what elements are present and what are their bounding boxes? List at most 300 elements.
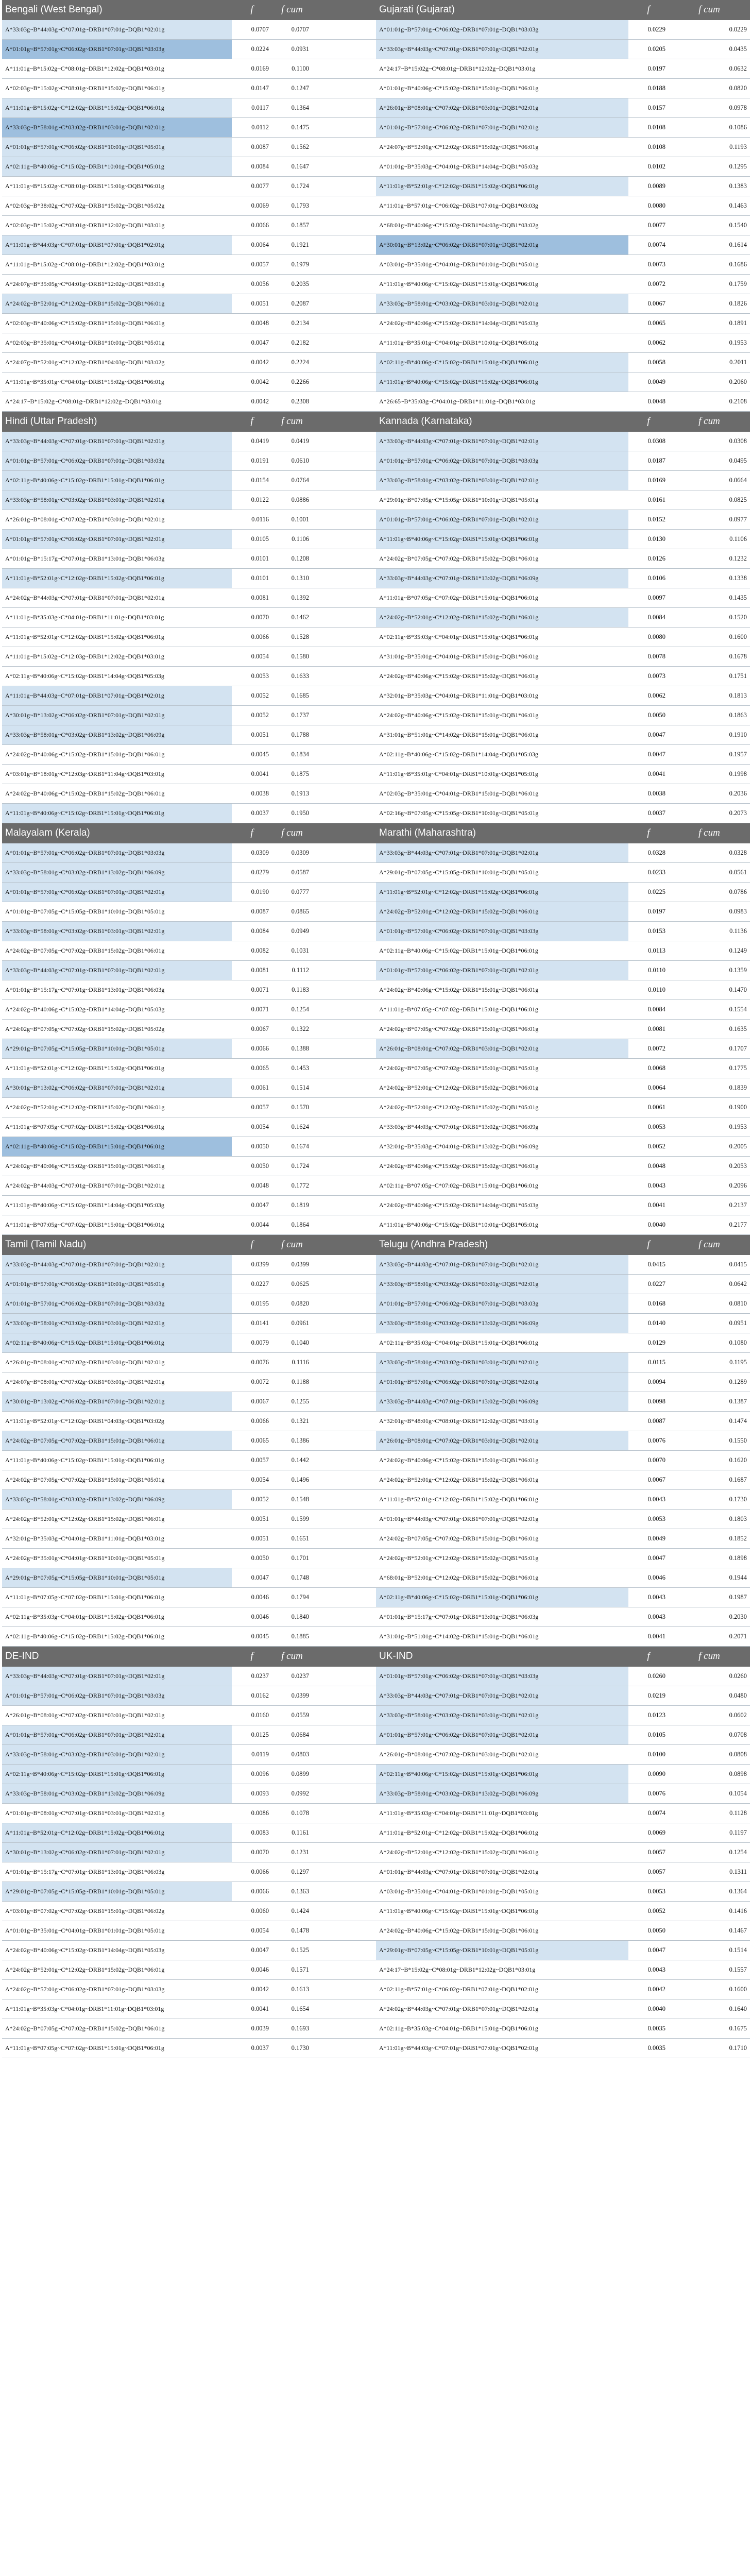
frequency-cell: 0.0399 bbox=[232, 1255, 272, 1275]
column-gap bbox=[312, 1000, 376, 1020]
frequency-cell: 0.0079 bbox=[232, 1333, 272, 1353]
population-title: UK-IND bbox=[376, 1647, 628, 1667]
column-gap bbox=[312, 1451, 376, 1470]
frequency-cell: 0.0195 bbox=[232, 1294, 272, 1314]
frequency-cell: 0.0130 bbox=[628, 530, 669, 549]
cumulative-frequency-cell: 0.0561 bbox=[669, 863, 750, 883]
table-row bbox=[2, 1941, 750, 1960]
cumulative-frequency-cell: 0.1921 bbox=[272, 235, 312, 255]
frequency-cell: 0.0081 bbox=[232, 588, 272, 608]
haplotype-cell: A*33:03g~B*58:01g~C*03:02g~DRB1*13:02g~DQB1*06:09g bbox=[376, 1784, 628, 1804]
column-gap bbox=[312, 628, 376, 647]
frequency-cell: 0.0328 bbox=[628, 843, 669, 863]
frequency-cell: 0.0190 bbox=[232, 883, 272, 902]
haplotype-cell: A*02:11g~B*40:06g~C*15:02g~DRB1*15:01g~DQB1*06:01g bbox=[2, 471, 232, 490]
column-gap bbox=[312, 1039, 376, 1059]
cumulative-frequency-cell: 0.1675 bbox=[669, 2019, 750, 2039]
frequency-cell: 0.0123 bbox=[628, 1706, 669, 1725]
table-row bbox=[2, 863, 750, 883]
cumulative-frequency-cell: 0.1054 bbox=[669, 1784, 750, 1804]
cumulative-frequency-cell: 0.0610 bbox=[272, 451, 312, 471]
haplotype-cell: A*24:02g~B*40:06g~C*15:02g~DRB1*15:01g~DQB1*06:01g bbox=[376, 980, 628, 1000]
haplotype-cell: A*33:03g~B*44:03g~C*07:01g~DRB1*07:01g~DQB1*02:01g bbox=[376, 432, 628, 451]
frequency-cell: 0.0113 bbox=[628, 941, 669, 961]
cumulative-frequency-cell: 0.1730 bbox=[272, 2039, 312, 2058]
table-row bbox=[2, 1725, 750, 1745]
frequency-cell: 0.0227 bbox=[232, 1275, 272, 1294]
table-row bbox=[2, 1137, 750, 1157]
haplotype-cell: A*26:01g~B*08:01g~C*07:02g~DRB1*03:01g~DQB1*02:01g bbox=[376, 1039, 628, 1059]
cumulative-frequency-cell: 0.2071 bbox=[669, 1627, 750, 1647]
frequency-cell: 0.0140 bbox=[628, 1314, 669, 1333]
table-row bbox=[2, 392, 750, 412]
table-row bbox=[2, 961, 750, 980]
cumulative-frequency-cell: 0.1470 bbox=[669, 980, 750, 1000]
column-gap bbox=[312, 588, 376, 608]
cumulative-frequency-cell: 0.0309 bbox=[272, 843, 312, 863]
frequency-cell: 0.0041 bbox=[232, 765, 272, 784]
frequency-cell: 0.0066 bbox=[232, 1862, 272, 1882]
frequency-cell: 0.0108 bbox=[628, 138, 669, 157]
table-row bbox=[2, 1823, 750, 1843]
cumulative-frequency-cell: 0.0419 bbox=[272, 432, 312, 451]
frequency-cell: 0.0047 bbox=[232, 333, 272, 353]
cumulative-frequency-cell: 0.1383 bbox=[669, 177, 750, 196]
column-gap bbox=[312, 647, 376, 667]
cumulative-frequency-cell: 0.2108 bbox=[669, 392, 750, 412]
table-row bbox=[2, 765, 750, 784]
table-row bbox=[2, 804, 750, 823]
haplotype-cell: A*11:01g~B*35:03g~C*04:01g~DRB1*11:01g~DQB1*03:01g bbox=[2, 1999, 232, 2019]
frequency-cell: 0.0064 bbox=[628, 1078, 669, 1098]
cumulative-frequency-cell: 0.1310 bbox=[272, 569, 312, 588]
frequency-cell: 0.0078 bbox=[628, 647, 669, 667]
haplotype-frequency-table bbox=[2, 0, 750, 2058]
column-gap bbox=[312, 667, 376, 686]
cumulative-frequency-cell: 0.0308 bbox=[669, 432, 750, 451]
frequency-cell: 0.0098 bbox=[628, 1392, 669, 1412]
haplotype-cell: A*02:11g~B*40:06g~C*15:02g~DRB1*15:01g~DQB1*06:01g bbox=[376, 1765, 628, 1784]
column-gap bbox=[312, 1196, 376, 1215]
column-gap bbox=[312, 432, 376, 451]
frequency-cell: 0.0035 bbox=[628, 2019, 669, 2039]
frequency-cell: 0.0147 bbox=[232, 79, 272, 98]
cumulative-frequency-cell: 0.2073 bbox=[669, 804, 750, 823]
haplotype-cell: A*33:03g~B*58:01g~C*03:02g~DRB1*03:01g~DQB1*02:01g bbox=[2, 1745, 232, 1765]
frequency-cell: 0.0051 bbox=[232, 294, 272, 314]
cumulative-frequency-cell: 0.1442 bbox=[272, 1451, 312, 1470]
haplotype-cell: A*30:01g~B*13:02g~C*06:02g~DRB1*07:01g~DQB1*02:01g bbox=[2, 1078, 232, 1098]
haplotype-cell: A*11:01g~B*35:01g~C*04:01g~DRB1*10:01g~DQB1*05:01g bbox=[376, 333, 628, 353]
table-row bbox=[2, 1255, 750, 1275]
frequency-cell: 0.0064 bbox=[232, 235, 272, 255]
column-gap bbox=[312, 1745, 376, 1765]
cumulative-frequency-cell: 0.1514 bbox=[272, 1078, 312, 1098]
haplotype-cell: A*24:02g~B*44:03g~C*07:01g~DRB1*07:01g~DQB1*02:01g bbox=[2, 1176, 232, 1196]
frequency-cell: 0.0117 bbox=[232, 98, 272, 118]
frequency-cell: 0.0042 bbox=[628, 1980, 669, 1999]
cumulative-frequency-cell: 0.0602 bbox=[669, 1706, 750, 1725]
haplotype-cell: A*24:02g~B*40:06g~C*15:02g~DRB1*15:02g~DQB1*06:01g bbox=[376, 667, 628, 686]
column-gap bbox=[312, 1607, 376, 1627]
cumulative-frequency-cell: 0.0899 bbox=[272, 1765, 312, 1784]
haplotype-cell: A*33:03g~B*58:01g~C*03:02g~DRB1*03:01g~DQB1*02:01g bbox=[376, 1275, 628, 1294]
frequency-cell: 0.0057 bbox=[232, 1098, 272, 1117]
haplotype-cell: A*24:02g~B*52:01g~C*12:02g~DRB1*15:02g~DQB1*06:01g bbox=[376, 608, 628, 628]
haplotype-cell: A*33:03g~B*58:01g~C*03:02g~DRB1*03:01g~DQB1*02:01g bbox=[376, 471, 628, 490]
haplotype-cell: A*30:01g~B*13:02g~C*06:02g~DRB1*07:01g~DQB1*02:01g bbox=[2, 1392, 232, 1412]
column-header-f-cum: f cum bbox=[669, 1235, 750, 1255]
cumulative-frequency-cell: 0.2177 bbox=[669, 1215, 750, 1235]
frequency-cell: 0.0040 bbox=[628, 1215, 669, 1235]
column-gap bbox=[312, 804, 376, 823]
frequency-cell: 0.0076 bbox=[232, 1353, 272, 1372]
frequency-cell: 0.0066 bbox=[232, 1039, 272, 1059]
cumulative-frequency-cell: 0.1295 bbox=[669, 157, 750, 177]
cumulative-frequency-cell: 0.1686 bbox=[669, 255, 750, 275]
column-gap bbox=[312, 1549, 376, 1568]
cumulative-frequency-cell: 0.1613 bbox=[272, 1980, 312, 1999]
frequency-cell: 0.0069 bbox=[628, 1823, 669, 1843]
cumulative-frequency-cell: 0.0480 bbox=[669, 1686, 750, 1706]
haplotype-cell: A*31:01g~B*51:01g~C*14:02g~DRB1*15:01g~DQB1*06:01g bbox=[376, 725, 628, 745]
column-header-f: f bbox=[232, 1235, 272, 1255]
frequency-cell: 0.0042 bbox=[232, 353, 272, 372]
frequency-cell: 0.0054 bbox=[232, 1117, 272, 1137]
table-row bbox=[2, 177, 750, 196]
frequency-cell: 0.0100 bbox=[628, 1745, 669, 1765]
haplotype-cell: A*33:03g~B*58:01g~C*03:02g~DRB1*03:01g~DQB1*02:01g bbox=[2, 922, 232, 941]
cumulative-frequency-cell: 0.1998 bbox=[669, 765, 750, 784]
frequency-cell: 0.0067 bbox=[628, 1470, 669, 1490]
cumulative-frequency-cell: 0.1255 bbox=[272, 1392, 312, 1412]
haplotype-cell: A*11:01g~B*35:01g~C*04:01g~DRB1*15:02g~DQB1*06:01g bbox=[2, 372, 232, 392]
frequency-cell: 0.0043 bbox=[628, 1588, 669, 1607]
frequency-cell: 0.0066 bbox=[232, 1882, 272, 1902]
haplotype-cell: A*11:01g~B*52:01g~C*12:02g~DRB1*15:02g~DQB1*06:01g bbox=[376, 1823, 628, 1843]
cumulative-frequency-cell: 0.1957 bbox=[669, 745, 750, 765]
table-row bbox=[2, 1862, 750, 1882]
frequency-cell: 0.0108 bbox=[628, 118, 669, 138]
cumulative-frequency-cell: 0.1254 bbox=[669, 1843, 750, 1862]
cumulative-frequency-cell: 0.2035 bbox=[272, 275, 312, 294]
frequency-cell: 0.0052 bbox=[628, 1902, 669, 1921]
column-gap bbox=[312, 510, 376, 530]
frequency-cell: 0.0205 bbox=[628, 40, 669, 59]
haplotype-cell: A*68:01g~B*40:06g~C*15:02g~DRB1*04:03g~DQB1*03:02g bbox=[376, 216, 628, 235]
frequency-cell: 0.0168 bbox=[628, 1294, 669, 1314]
frequency-cell: 0.0094 bbox=[628, 1372, 669, 1392]
column-gap bbox=[312, 451, 376, 471]
cumulative-frequency-cell: 0.1467 bbox=[669, 1921, 750, 1941]
frequency-cell: 0.0073 bbox=[628, 667, 669, 686]
column-gap bbox=[312, 1215, 376, 1235]
frequency-cell: 0.0043 bbox=[628, 1960, 669, 1980]
haplotype-cell: A*02:03g~B*40:06g~C*15:02g~DRB1*15:01g~DQB1*06:01g bbox=[2, 314, 232, 333]
haplotype-cell: A*01:01g~B*57:01g~C*06:02g~DRB1*07:01g~DQB1*03:03g bbox=[376, 1294, 628, 1314]
frequency-cell: 0.0101 bbox=[232, 549, 272, 569]
cumulative-frequency-cell: 0.1826 bbox=[669, 294, 750, 314]
haplotype-cell: A*24:02g~B*07:05g~C*07:02g~DRB1*15:02g~DQB1*05:02g bbox=[2, 1020, 232, 1039]
haplotype-cell: A*01:01g~B*57:01g~C*06:02g~DRB1*07:01g~DQB1*02:01g bbox=[2, 530, 232, 549]
cumulative-frequency-cell: 0.1987 bbox=[669, 1588, 750, 1607]
column-gap bbox=[312, 1059, 376, 1078]
cumulative-frequency-cell: 0.1944 bbox=[669, 1568, 750, 1588]
cumulative-frequency-cell: 0.1321 bbox=[272, 1412, 312, 1431]
frequency-cell: 0.0038 bbox=[628, 784, 669, 804]
cumulative-frequency-cell: 0.1793 bbox=[272, 196, 312, 216]
haplotype-cell: A*24:02g~B*07:05g~C*07:02g~DRB1*15:01g~DQB1*06:01g bbox=[2, 1431, 232, 1451]
column-gap bbox=[312, 275, 376, 294]
haplotype-cell: A*33:03g~B*44:03g~C*07:01g~DRB1*07:01g~DQB1*02:01g bbox=[376, 40, 628, 59]
cumulative-frequency-cell: 0.0399 bbox=[272, 1686, 312, 1706]
frequency-cell: 0.0057 bbox=[628, 1843, 669, 1862]
frequency-cell: 0.0227 bbox=[628, 1275, 669, 1294]
frequency-cell: 0.0106 bbox=[628, 569, 669, 588]
frequency-cell: 0.0071 bbox=[232, 980, 272, 1000]
frequency-cell: 0.0041 bbox=[628, 1627, 669, 1647]
cumulative-frequency-cell: 0.0786 bbox=[669, 883, 750, 902]
frequency-cell: 0.0102 bbox=[628, 157, 669, 177]
haplotype-cell: A*01:01g~B*57:01g~C*06:02g~DRB1*07:01g~DQB1*03:03g bbox=[376, 922, 628, 941]
column-gap bbox=[312, 1176, 376, 1196]
column-gap bbox=[312, 843, 376, 863]
haplotype-cell: A*26:01g~B*08:01g~C*07:02g~DRB1*03:01g~DQB1*02:01g bbox=[2, 1353, 232, 1372]
table-row bbox=[2, 471, 750, 490]
table-row bbox=[2, 138, 750, 157]
cumulative-frequency-cell: 0.1514 bbox=[669, 1941, 750, 1960]
frequency-cell: 0.0081 bbox=[232, 961, 272, 980]
cumulative-frequency-cell: 0.1392 bbox=[272, 588, 312, 608]
frequency-cell: 0.0087 bbox=[232, 902, 272, 922]
haplotype-cell: A*01:01g~B*57:01g~C*06:02g~DRB1*07:01g~DQB1*03:03g bbox=[2, 1294, 232, 1314]
frequency-cell: 0.0047 bbox=[232, 1941, 272, 1960]
haplotype-cell: A*30:01g~B*13:02g~C*06:02g~DRB1*07:01g~DQB1*02:01g bbox=[2, 706, 232, 725]
frequency-cell: 0.0061 bbox=[628, 1098, 669, 1117]
frequency-cell: 0.0089 bbox=[628, 177, 669, 196]
table-row bbox=[2, 1392, 750, 1412]
frequency-cell: 0.0057 bbox=[628, 1862, 669, 1882]
frequency-cell: 0.0308 bbox=[628, 432, 669, 451]
cumulative-frequency-cell: 0.2036 bbox=[669, 784, 750, 804]
table-row bbox=[2, 1921, 750, 1941]
frequency-cell: 0.0042 bbox=[232, 372, 272, 392]
cumulative-frequency-cell: 0.1416 bbox=[669, 1902, 750, 1921]
frequency-cell: 0.0053 bbox=[232, 667, 272, 686]
cumulative-frequency-cell: 0.1840 bbox=[272, 1607, 312, 1627]
frequency-cell: 0.0086 bbox=[232, 1804, 272, 1823]
frequency-cell: 0.0041 bbox=[628, 1196, 669, 1215]
haplotype-cell: A*24:02g~B*07:05g~C*07:02g~DRB1*15:01g~DQB1*05:01g bbox=[376, 1059, 628, 1078]
cumulative-frequency-cell: 0.1857 bbox=[272, 216, 312, 235]
table-row bbox=[2, 941, 750, 961]
haplotype-cell: A*24:02g~B*07:05g~C*07:02g~DRB1*15:02g~DQB1*06:01g bbox=[2, 2019, 232, 2039]
column-gap bbox=[312, 941, 376, 961]
cumulative-frequency-cell: 0.1462 bbox=[272, 608, 312, 628]
column-gap bbox=[312, 216, 376, 235]
cumulative-frequency-cell: 0.1580 bbox=[272, 647, 312, 667]
table-row bbox=[2, 1765, 750, 1784]
column-gap bbox=[312, 40, 376, 59]
haplotype-cell: A*01:01g~B*57:01g~C*06:02g~DRB1*07:01g~DQB1*02:01g bbox=[2, 1725, 232, 1745]
cumulative-frequency-cell: 0.1737 bbox=[272, 706, 312, 725]
column-gap bbox=[312, 1921, 376, 1941]
haplotype-cell: A*01:01g~B*15:17g~C*07:01g~DRB1*13:01g~DQB1*06:03g bbox=[2, 549, 232, 569]
table-row bbox=[2, 628, 750, 647]
cumulative-frequency-cell: 0.1496 bbox=[272, 1470, 312, 1490]
cumulative-frequency-cell: 0.1693 bbox=[272, 2019, 312, 2039]
haplotype-cell: A*24:02g~B*07:05g~C*07:02g~DRB1*15:02g~DQB1*06:01g bbox=[2, 941, 232, 961]
column-header-f-cum: f cum bbox=[669, 1647, 750, 1667]
table-row bbox=[2, 667, 750, 686]
haplotype-cell: A*11:01g~B*40:06g~C*15:02g~DRB1*15:01g~DQB1*06:01g bbox=[376, 275, 628, 294]
frequency-cell: 0.0065 bbox=[628, 314, 669, 333]
table-row bbox=[2, 1843, 750, 1862]
frequency-cell: 0.0047 bbox=[232, 1568, 272, 1588]
haplotype-cell: A*01:01g~B*07:05g~C*15:05g~DRB1*10:01g~DQB1*05:01g bbox=[2, 902, 232, 922]
haplotype-cell: A*24:02g~B*44:03g~C*07:01g~DRB1*07:01g~DQB1*02:01g bbox=[2, 588, 232, 608]
frequency-cell: 0.0224 bbox=[232, 40, 272, 59]
cumulative-frequency-cell: 0.1463 bbox=[669, 196, 750, 216]
column-gap bbox=[312, 706, 376, 725]
cumulative-frequency-cell: 0.0625 bbox=[272, 1275, 312, 1294]
frequency-cell: 0.0225 bbox=[628, 883, 669, 902]
cumulative-frequency-cell: 0.1475 bbox=[272, 118, 312, 138]
cumulative-frequency-cell: 0.1424 bbox=[272, 1902, 312, 1921]
column-header-f-cum: f cum bbox=[272, 823, 312, 843]
haplotype-cell: A*02:11g~B*40:06g~C*15:02g~DRB1*14:04g~DQB1*05:03g bbox=[2, 667, 232, 686]
cumulative-frequency-cell: 0.1554 bbox=[669, 1000, 750, 1020]
frequency-cell: 0.0049 bbox=[628, 1529, 669, 1549]
haplotype-cell: A*01:01g~B*57:01g~C*06:02g~DRB1*07:01g~DQB1*02:01g bbox=[2, 883, 232, 902]
haplotype-cell: A*24:02g~B*07:05g~C*07:02g~DRB1*15:01g~DQB1*06:01g bbox=[376, 1529, 628, 1549]
haplotype-cell: A*33:03g~B*44:03g~C*07:01g~DRB1*07:01g~DQB1*02:01g bbox=[376, 1255, 628, 1275]
table-row bbox=[2, 255, 750, 275]
table-row bbox=[2, 1706, 750, 1725]
column-gap bbox=[312, 1686, 376, 1706]
haplotype-cell: A*29:01g~B*07:05g~C*15:05g~DRB1*10:01g~DQB1*05:01g bbox=[2, 1882, 232, 1902]
frequency-cell: 0.0065 bbox=[232, 1431, 272, 1451]
haplotype-cell: A*11:01g~B*57:01g~C*06:02g~DRB1*07:01g~DQB1*03:03g bbox=[376, 196, 628, 216]
frequency-cell: 0.0047 bbox=[628, 1941, 669, 1960]
haplotype-cell: A*32:01g~B*48:01g~C*08:01g~DRB1*12:02g~DQB1*03:01g bbox=[376, 1412, 628, 1431]
cumulative-frequency-cell: 0.0803 bbox=[272, 1745, 312, 1765]
column-gap bbox=[312, 490, 376, 510]
haplotype-cell: A*11:01g~B*07:05g~C*07:02g~DRB1*15:01g~DQB1*06:01g bbox=[2, 2039, 232, 2058]
haplotype-cell: A*33:03g~B*58:01g~C*03:02g~DRB1*03:01g~DQB1*02:01g bbox=[376, 1353, 628, 1372]
haplotype-cell: A*01:01g~B*44:03g~C*07:01g~DRB1*07:01g~DQB1*02:01g bbox=[376, 1510, 628, 1529]
frequency-cell: 0.0043 bbox=[628, 1607, 669, 1627]
frequency-cell: 0.0043 bbox=[628, 1176, 669, 1196]
column-gap bbox=[312, 569, 376, 588]
column-header-f-cum: f cum bbox=[669, 0, 750, 20]
column-gap bbox=[312, 314, 376, 333]
haplotype-cell: A*02:11g~B*35:03g~C*04:01g~DRB1*15:01g~DQB1*06:01g bbox=[376, 1333, 628, 1353]
cumulative-frequency-cell: 0.0820 bbox=[669, 79, 750, 98]
haplotype-cell: A*01:01g~B*15:17g~C*07:01g~DRB1*13:01g~DQB1*06:03g bbox=[2, 980, 232, 1000]
haplotype-cell: A*33:03g~B*44:03g~C*07:01g~DRB1*13:02g~DQB1*06:09g bbox=[376, 1392, 628, 1412]
table-row bbox=[2, 1470, 750, 1490]
frequency-cell: 0.0050 bbox=[628, 706, 669, 725]
column-gap bbox=[312, 1941, 376, 1960]
haplotype-cell: A*24:07g~B*52:01g~C*12:02g~DRB1*04:03g~DQB1*03:02g bbox=[2, 353, 232, 372]
cumulative-frequency-cell: 0.1979 bbox=[272, 255, 312, 275]
haplotype-cell: A*33:03g~B*58:01g~C*03:02g~DRB1*13:02g~DQB1*06:09g bbox=[2, 1784, 232, 1804]
haplotype-cell: A*24:02g~B*52:01g~C*12:02g~DRB1*15:02g~DQB1*06:01g bbox=[376, 1843, 628, 1862]
haplotype-cell: A*02:03g~B*35:01g~C*04:01g~DRB1*15:01g~DQB1*06:01g bbox=[376, 784, 628, 804]
cumulative-frequency-cell: 0.1247 bbox=[272, 79, 312, 98]
haplotype-cell: A*32:01g~B*35:03g~C*04:01g~DRB1*13:02g~DQB1*06:09g bbox=[376, 1137, 628, 1157]
column-header-f-cum: f cum bbox=[272, 412, 312, 432]
cumulative-frequency-cell: 0.1864 bbox=[272, 1215, 312, 1235]
cumulative-frequency-cell: 0.2137 bbox=[669, 1196, 750, 1215]
haplotype-cell: A*24:07g~B*08:01g~C*07:02g~DRB1*03:01g~DQB1*02:01g bbox=[2, 1372, 232, 1392]
cumulative-frequency-cell: 0.0886 bbox=[272, 490, 312, 510]
haplotype-cell: A*03:01g~B*07:02g~C*07:02g~DRB1*15:01g~DQB1*06:02g bbox=[2, 1902, 232, 1921]
table-row bbox=[2, 1176, 750, 1196]
table-row bbox=[2, 1215, 750, 1235]
frequency-cell: 0.0052 bbox=[232, 686, 272, 706]
column-gap bbox=[312, 1627, 376, 1647]
haplotype-cell: A*24:17~B*15:02g~C*08:01g~DRB1*12:02g~DQB1*03:01g bbox=[376, 1960, 628, 1980]
frequency-cell: 0.0237 bbox=[232, 1667, 272, 1686]
cumulative-frequency-cell: 0.1387 bbox=[669, 1392, 750, 1412]
column-gap bbox=[312, 686, 376, 706]
column-gap bbox=[312, 294, 376, 314]
cumulative-frequency-cell: 0.1254 bbox=[272, 1000, 312, 1020]
column-gap bbox=[312, 1392, 376, 1412]
cumulative-frequency-cell: 0.0684 bbox=[272, 1725, 312, 1745]
table-row bbox=[2, 1098, 750, 1117]
frequency-cell: 0.0054 bbox=[232, 1921, 272, 1941]
haplotype-cell: A*24:02g~B*40:06g~C*15:02g~DRB1*15:01g~DQB1*06:01g bbox=[376, 706, 628, 725]
haplotype-cell: A*11:01g~B*44:03g~C*07:01g~DRB1*07:01g~DQB1*02:01g bbox=[2, 235, 232, 255]
frequency-cell: 0.0157 bbox=[628, 98, 669, 118]
haplotype-cell: A*24:02g~B*52:01g~C*12:02g~DRB1*15:02g~DQB1*06:01g bbox=[376, 1470, 628, 1490]
frequency-cell: 0.0058 bbox=[628, 353, 669, 372]
column-gap bbox=[312, 353, 376, 372]
cumulative-frequency-cell: 0.0777 bbox=[272, 883, 312, 902]
table-row bbox=[2, 980, 750, 1000]
haplotype-cell: A*33:03g~B*44:03g~C*07:01g~DRB1*13:02g~DQB1*06:09g bbox=[376, 1117, 628, 1137]
cumulative-frequency-cell: 0.0559 bbox=[272, 1706, 312, 1725]
section-header bbox=[2, 412, 750, 432]
cumulative-frequency-cell: 0.1453 bbox=[272, 1059, 312, 1078]
frequency-cell: 0.0076 bbox=[628, 1784, 669, 1804]
frequency-cell: 0.0125 bbox=[232, 1725, 272, 1745]
cumulative-frequency-cell: 0.1571 bbox=[272, 1960, 312, 1980]
haplotype-cell: A*24:02g~B*07:05g~C*07:02g~DRB1*15:02g~DQB1*06:01g bbox=[376, 549, 628, 569]
cumulative-frequency-cell: 0.1875 bbox=[272, 765, 312, 784]
haplotype-cell: A*24:02g~B*40:06g~C*15:02g~DRB1*15:02g~DQB1*06:01g bbox=[2, 784, 232, 804]
cumulative-frequency-cell: 0.0237 bbox=[272, 1667, 312, 1686]
frequency-cell: 0.0066 bbox=[232, 628, 272, 647]
frequency-cell: 0.0051 bbox=[232, 1510, 272, 1529]
frequency-cell: 0.0052 bbox=[232, 706, 272, 725]
cumulative-frequency-cell: 0.1322 bbox=[272, 1020, 312, 1039]
haplotype-cell: A*30:01g~B*13:02g~C*06:02g~DRB1*07:01g~DQB1*02:01g bbox=[2, 1843, 232, 1862]
frequency-cell: 0.0077 bbox=[628, 216, 669, 235]
haplotype-cell: A*01:01g~B*57:01g~C*06:02g~DRB1*07:01g~DQB1*03:03g bbox=[2, 40, 232, 59]
haplotype-cell: A*11:01g~B*15:02g~C*12:02g~DRB1*15:02g~DQB1*06:01g bbox=[2, 98, 232, 118]
cumulative-frequency-cell: 0.0642 bbox=[669, 1275, 750, 1294]
cumulative-frequency-cell: 0.1819 bbox=[272, 1196, 312, 1215]
cumulative-frequency-cell: 0.1624 bbox=[272, 1117, 312, 1137]
haplotype-cell: A*11:01g~B*07:05g~C*07:02g~DRB1*15:01g~DQB1*06:01g bbox=[376, 1000, 628, 1020]
haplotype-cell: A*26:65~B*35:03g~C*04:01g~DRB1*11:01g~DQB1*03:01g bbox=[376, 392, 628, 412]
cumulative-frequency-cell: 0.1289 bbox=[669, 1372, 750, 1392]
column-gap bbox=[312, 725, 376, 745]
